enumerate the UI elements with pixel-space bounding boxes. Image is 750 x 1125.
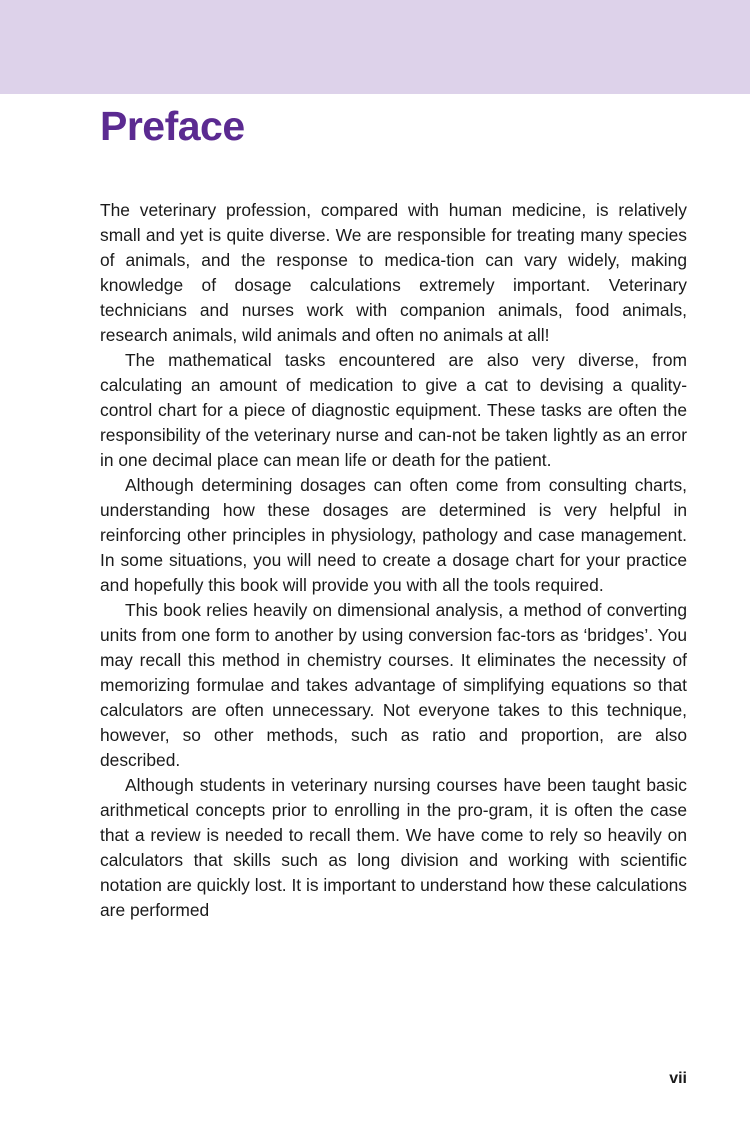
paragraph: The veterinary profession, compared with human medicine, is relatively small and yet is quite diverse. We are responsible for treating many species of animals, and the response to medica-tion can vary widely, making knowledge of dosage calculations extremely important. Veterinary technicians and nurses work with companion animals, food animals, research animals, wild animals and often no animals at all! <box>100 200 687 345</box>
preface-body <box>100 198 687 923</box>
paragraph: Although students in veterinary nursing courses have been taught basic arithmetical concepts prior to enrolling in the pro-gram, it is often the case that a review is needed to recall them. We have come to rely so heavily on calculators that skills such as long division and working with scientific notation are quickly lost. It is important to understand how these calculations are performed <box>100 775 687 920</box>
page-number: vii <box>669 1070 687 1087</box>
paragraph: The mathematical tasks encountered are also very diverse, from calculating an amount of medication to give a cat to devising a quality-control chart for a piece of diagnostic equipment. These tasks are often the responsibility of the veterinary nurse and can-not be taken lightly as an error in one decimal place can mean life or death for the patient. <box>100 350 687 470</box>
paragraph: Although determining dosages can often come from consulting charts, understanding how these dosages are determined is very helpful in reinforcing other principles in physiology, pathology and case management. In some situations, you will need to create a dosage chart for your practice and hopefully this book will provide you with all the tools required. <box>100 475 687 595</box>
paragraph: This book relies heavily on dimensional analysis, a method of converting units from one form to another by using conversion fac-tors as ‘bridges’. You may recall this method in chemistry courses. It eliminates the necessity of memorizing formulae and takes advantage of simplifying equations so that calculators are often unnecessary. Not everyone takes to this technique, however, so other methods, such as ratio and proportion, are also described. <box>100 600 687 770</box>
page-title: Preface <box>100 103 245 149</box>
header-band <box>0 0 750 94</box>
